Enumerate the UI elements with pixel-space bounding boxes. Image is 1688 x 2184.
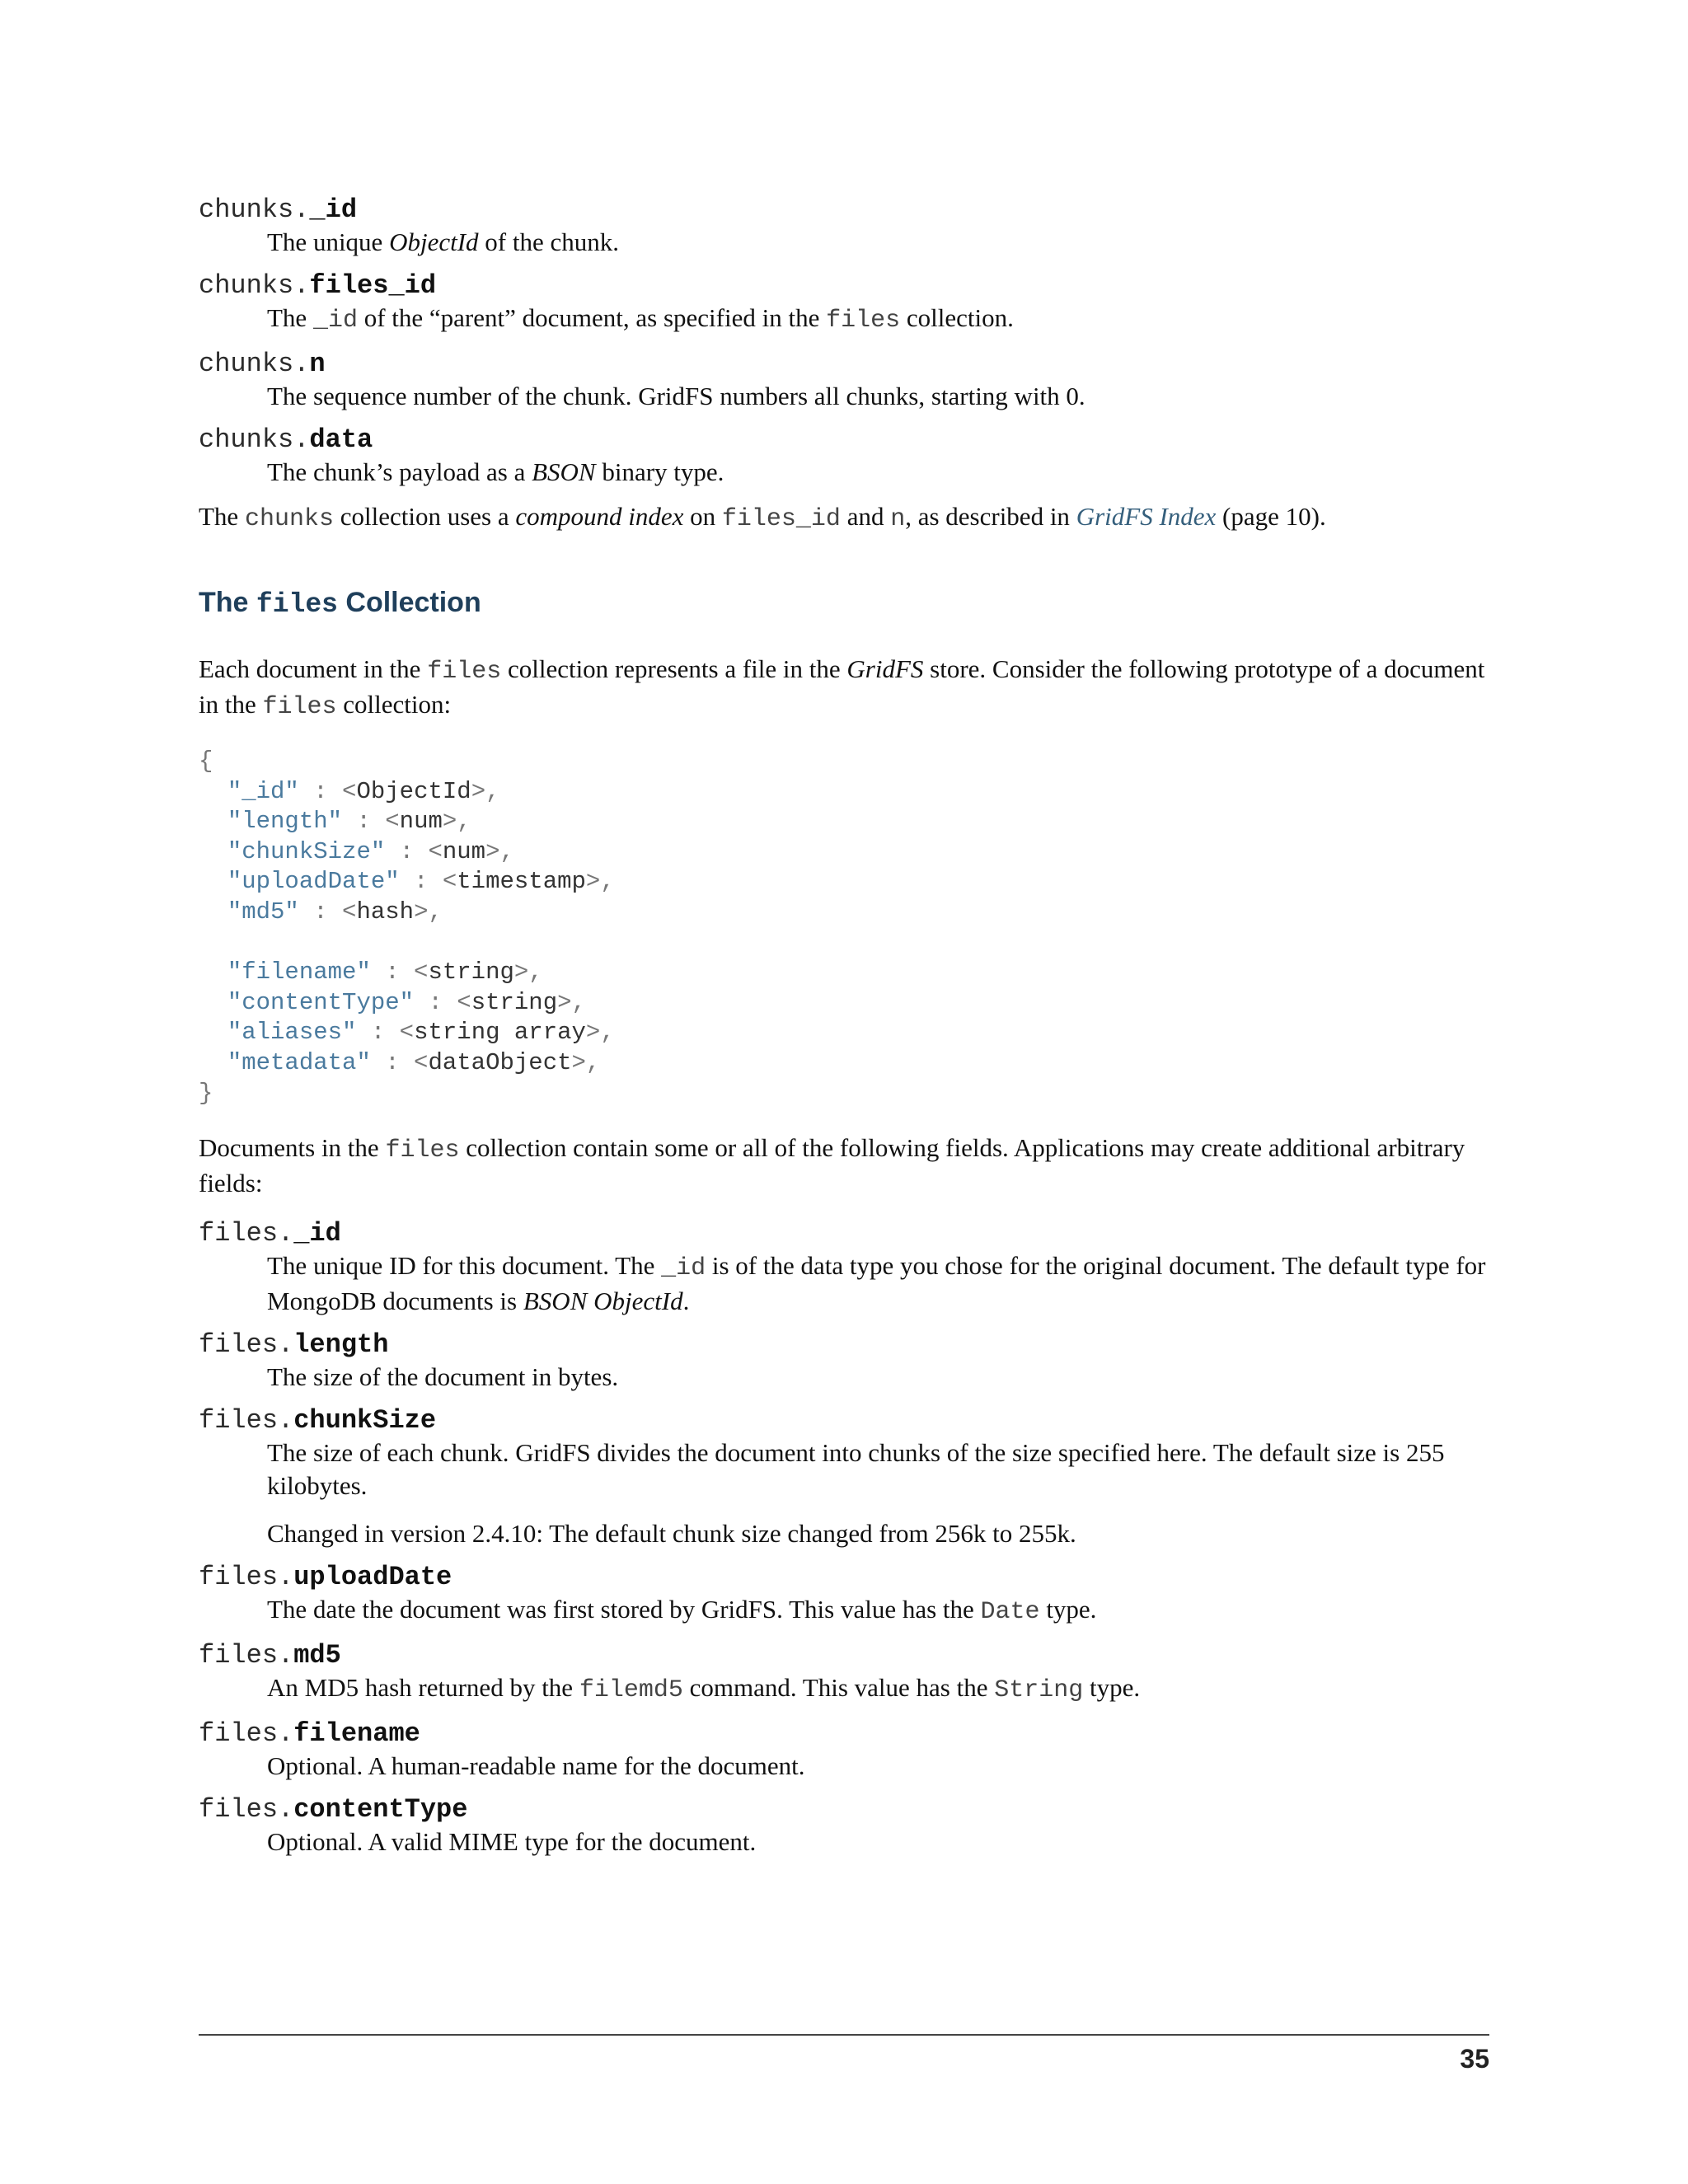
- code-line: "metadata" : <dataObject>,: [227, 1048, 601, 1076]
- chunks-field-list: [199, 194, 1489, 489]
- field-signature: [199, 424, 1489, 456]
- inline-code: chunks: [244, 505, 334, 533]
- field-prefix: files.: [199, 1718, 294, 1750]
- code-value-type: num: [442, 837, 486, 865]
- text-run: on: [683, 502, 722, 531]
- code-key: "aliases": [227, 1019, 357, 1047]
- field-name: chunkSize: [293, 1405, 437, 1436]
- code-line: "aliases" : <string array>,: [227, 1019, 615, 1047]
- field-name: data: [309, 424, 373, 455]
- field-entry: [199, 1562, 1489, 1629]
- code-value-type: timestamp: [457, 868, 586, 896]
- text-run: type.: [1039, 1595, 1097, 1624]
- code-value-type: string array: [414, 1019, 586, 1047]
- code-line: "md5" : <hash>,: [227, 898, 443, 926]
- text-run: The unique ID for this document. The: [267, 1251, 662, 1281]
- emphasis-text: GridFS: [846, 654, 924, 683]
- field-prefix: chunks.: [199, 349, 310, 379]
- field-signature: [199, 194, 1489, 226]
- code-key: "md5": [227, 898, 299, 926]
- field-signature: [199, 1640, 1489, 1671]
- inline-code: files: [262, 693, 337, 721]
- code-line: "_id" : <ObjectId>,: [227, 777, 500, 805]
- field-name: n: [309, 349, 326, 379]
- code-value-type: hash: [356, 898, 415, 926]
- text-run: The sequence number of the chunk. GridFS numbers all chunks, starting with 0.: [267, 382, 1085, 410]
- footer-rule: [199, 2034, 1489, 2036]
- inline-code: files: [385, 1137, 460, 1165]
- text-run: and: [840, 502, 891, 531]
- text-run: The unique: [267, 227, 390, 256]
- field-entry: [199, 1640, 1489, 1707]
- inline-code: n: [890, 505, 906, 533]
- text-run: The chunk’s payload as a: [267, 457, 532, 486]
- code-value-type: num: [399, 808, 443, 836]
- code-close-brace: }: [199, 1079, 213, 1107]
- code-line: "contentType" : <string>,: [227, 988, 586, 1016]
- field-signature: [199, 1794, 1489, 1825]
- code-line: "chunkSize" : <num>,: [227, 837, 514, 865]
- code-line: "uploadDate" : <timestamp>,: [227, 868, 615, 896]
- emphasis-text: ObjectId: [389, 227, 479, 256]
- files-prototype-code-block: [199, 747, 1489, 1108]
- files-intro-paragraph: [199, 653, 1489, 724]
- text-run: .: [682, 1286, 690, 1316]
- field-name: _id: [293, 1218, 341, 1249]
- text-run: (page 10).: [1216, 502, 1326, 531]
- inline-code: _id: [312, 307, 358, 335]
- text-run: store. Consider the following prototype of a document in the: [199, 654, 1485, 719]
- code-key: "filename": [227, 958, 371, 987]
- field-prefix: files.: [199, 1405, 294, 1436]
- code-line: "length" : <num>,: [227, 808, 471, 836]
- field-name: filename: [293, 1718, 420, 1750]
- text-run: collection represents a file in the: [501, 654, 847, 683]
- field-name: contentType: [293, 1794, 468, 1825]
- field-description: [267, 226, 1489, 259]
- field-entry: [199, 1794, 1489, 1858]
- text-run: The size of each chunk. GridFS divides the document into chunks of the size specified here. The default size is 255 kilobytes.: [267, 1438, 1445, 1501]
- code-key: "contentType": [227, 988, 415, 1016]
- text-run: collection uses a: [333, 502, 516, 531]
- text-run: The date the document was first stored by GridFS. This value has the: [267, 1595, 981, 1624]
- inline-code: _id: [661, 1254, 706, 1283]
- field-description: [267, 1671, 1489, 1707]
- field-description: [267, 302, 1489, 337]
- text-run: Optional. A valid MIME type for the document.: [267, 1827, 757, 1857]
- field-version-note: Changed in version 2.4.10: The default chunk size changed from 256k to 255k.: [267, 1519, 1076, 1549]
- inline-code: files: [826, 307, 901, 335]
- field-signature: [199, 1562, 1489, 1593]
- field-entry: [199, 1405, 1489, 1550]
- field-signature: [199, 1218, 1489, 1249]
- field-entry: [199, 1329, 1489, 1394]
- field-description: [267, 380, 1489, 413]
- field-description: [267, 1249, 1489, 1318]
- text-run: binary type.: [595, 457, 724, 486]
- code-key: "length": [227, 808, 343, 836]
- field-name: md5: [293, 1640, 341, 1671]
- field-prefix: files.: [199, 1794, 294, 1825]
- field-prefix: files.: [199, 1640, 294, 1671]
- inline-code: Date: [980, 1598, 1040, 1627]
- code-value-type: ObjectId: [356, 777, 471, 805]
- field-entry: [199, 1218, 1489, 1318]
- field-name: _id: [309, 194, 358, 225]
- emphasis-text: BSON: [532, 457, 596, 486]
- field-signature: [199, 1329, 1489, 1361]
- code-key: "uploadDate": [227, 868, 400, 896]
- field-prefix: chunks.: [199, 270, 310, 301]
- text-run: is of the data type you chose for the original document. The default type for MongoDB documents is: [267, 1251, 1486, 1316]
- field-description: [267, 456, 1489, 489]
- emphasis-text: BSON ObjectId: [523, 1286, 683, 1316]
- field-description: [267, 1436, 1489, 1502]
- field-description: [267, 1593, 1489, 1629]
- inline-code: files: [427, 658, 502, 686]
- section-heading-code: files: [256, 589, 338, 620]
- field-entry: [199, 270, 1489, 337]
- text-run: collection contain some or all of the following fields. Applications may create additional arbitrary fields:: [199, 1133, 1465, 1198]
- field-description: [267, 1825, 1489, 1858]
- text-run: of the “parent” document, as specified in the: [357, 303, 827, 332]
- field-prefix: files.: [199, 1218, 294, 1249]
- field-description: [267, 1361, 1489, 1394]
- text-run: , as described in: [905, 502, 1076, 531]
- field-entry: [199, 424, 1489, 489]
- text-run: The: [199, 502, 245, 531]
- text-run: collection:: [336, 690, 452, 719]
- field-name: uploadDate: [293, 1562, 452, 1593]
- field-entry: [199, 1718, 1489, 1783]
- code-value-type: string: [428, 958, 514, 987]
- page-content: [199, 194, 1489, 1870]
- code-value-type: string: [471, 988, 558, 1016]
- field-name: length: [293, 1329, 389, 1361]
- text-run: Optional. A human-readable name for the document.: [267, 1751, 805, 1781]
- field-prefix: chunks.: [199, 194, 310, 225]
- field-signature: [199, 1718, 1489, 1750]
- field-signature: [199, 1405, 1489, 1436]
- text-run: of the chunk.: [478, 227, 620, 256]
- code-key: "metadata": [227, 1048, 371, 1076]
- field-description: [267, 1750, 1489, 1783]
- text-run: The: [267, 303, 313, 332]
- field-entry: [199, 194, 1489, 259]
- files-fields-paragraph: [199, 1132, 1489, 1200]
- text-run: Documents in the: [199, 1133, 386, 1163]
- text-run: command. This value has the: [682, 1673, 995, 1703]
- page-number: 35: [1460, 2044, 1489, 2074]
- code-open-brace: {: [199, 748, 213, 775]
- section-heading: [199, 587, 1489, 620]
- text-run: The size of the document in bytes.: [267, 1362, 619, 1392]
- text-run: collection.: [900, 303, 1014, 332]
- field-prefix: files.: [199, 1562, 294, 1593]
- files-field-list: [199, 1218, 1489, 1858]
- code-line: "filename" : <string>,: [227, 958, 543, 987]
- field-name: files_id: [309, 270, 437, 301]
- text-run: An MD5 hash returned by the: [267, 1673, 579, 1703]
- chunks-index-paragraph: [199, 500, 1489, 536]
- field-signature: [199, 270, 1489, 302]
- field-entry: [199, 349, 1489, 413]
- field-prefix: files.: [199, 1329, 294, 1361]
- field-prefix: chunks.: [199, 424, 310, 455]
- text-run: type.: [1083, 1673, 1141, 1703]
- inline-code: String: [994, 1676, 1084, 1705]
- inline-code: filemd5: [579, 1676, 683, 1705]
- code-key: "chunkSize": [227, 837, 386, 865]
- section-heading-suffix: Collection: [337, 587, 481, 618]
- code-value-type: dataObject: [428, 1048, 572, 1076]
- inline-code: files_id: [721, 505, 841, 533]
- cross-reference-link[interactable]: GridFS Index: [1076, 502, 1217, 531]
- text-run: Each document in the: [199, 654, 428, 683]
- section-heading-prefix: The: [199, 587, 256, 618]
- emphasis-text: compound index: [515, 502, 684, 531]
- code-key: "_id": [227, 777, 299, 805]
- field-signature: [199, 349, 1489, 380]
